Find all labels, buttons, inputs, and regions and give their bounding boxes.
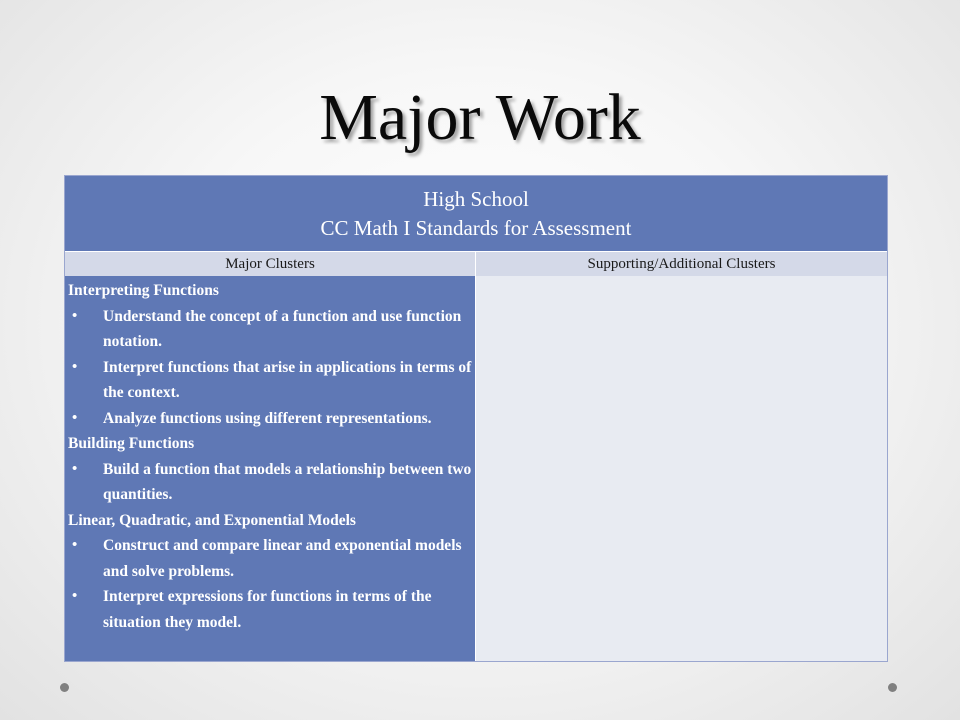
cluster-group-title: Interpreting Functions <box>68 282 219 299</box>
major-clusters-cell <box>65 276 476 661</box>
cluster-item <box>68 355 473 406</box>
slide-title: Major Work <box>319 81 641 154</box>
table-header-course: CC Math I Standards for Assessment <box>320 215 632 240</box>
cluster-item-text: Interpret functions that arise in applications in terms of the context. <box>103 358 472 401</box>
cluster-item <box>68 406 473 432</box>
bullet-icon: • <box>72 307 78 324</box>
cluster-list <box>68 457 473 508</box>
cluster-item <box>68 584 473 635</box>
bullet-icon: • <box>72 409 78 426</box>
cluster-item <box>68 304 473 355</box>
cluster-item <box>68 533 473 584</box>
table-header-level: High School <box>423 186 529 211</box>
bullet-icon: • <box>72 588 78 604</box>
cluster-list <box>68 304 473 432</box>
cluster-item-text: Build a function that models a relationship between two quantities. <box>103 460 472 503</box>
decorative-dot-left <box>60 683 69 692</box>
bullet-icon: • <box>72 460 78 477</box>
table-body-row <box>65 276 887 661</box>
cluster-item-text: Construct and compare linear and exponential models and solve problems. <box>103 537 462 580</box>
cluster-list <box>68 533 473 635</box>
decorative-dot-right <box>888 683 897 692</box>
standards-table <box>64 175 888 662</box>
bullet-icon: • <box>72 358 78 375</box>
column-header-supporting: Supporting/Additional Clusters <box>476 252 887 276</box>
cluster-item <box>68 457 473 508</box>
table-header <box>65 176 887 252</box>
cluster-group-title: Building Functions <box>68 435 195 452</box>
bullet-icon: • <box>72 537 78 553</box>
cluster-item-text: Interpret expressions for functions in terms of the situation they model. <box>103 588 432 631</box>
supporting-clusters-cell <box>476 276 887 661</box>
column-header-major: Major Clusters <box>65 252 476 276</box>
column-headers <box>65 252 887 276</box>
cluster-item-text: Understand the concept of a function and use function notation. <box>103 307 462 350</box>
cluster-group-title: Linear, Quadratic, and Exponential Models <box>68 511 356 529</box>
cluster-item-text: Analyze functions using different representations. <box>103 409 432 427</box>
